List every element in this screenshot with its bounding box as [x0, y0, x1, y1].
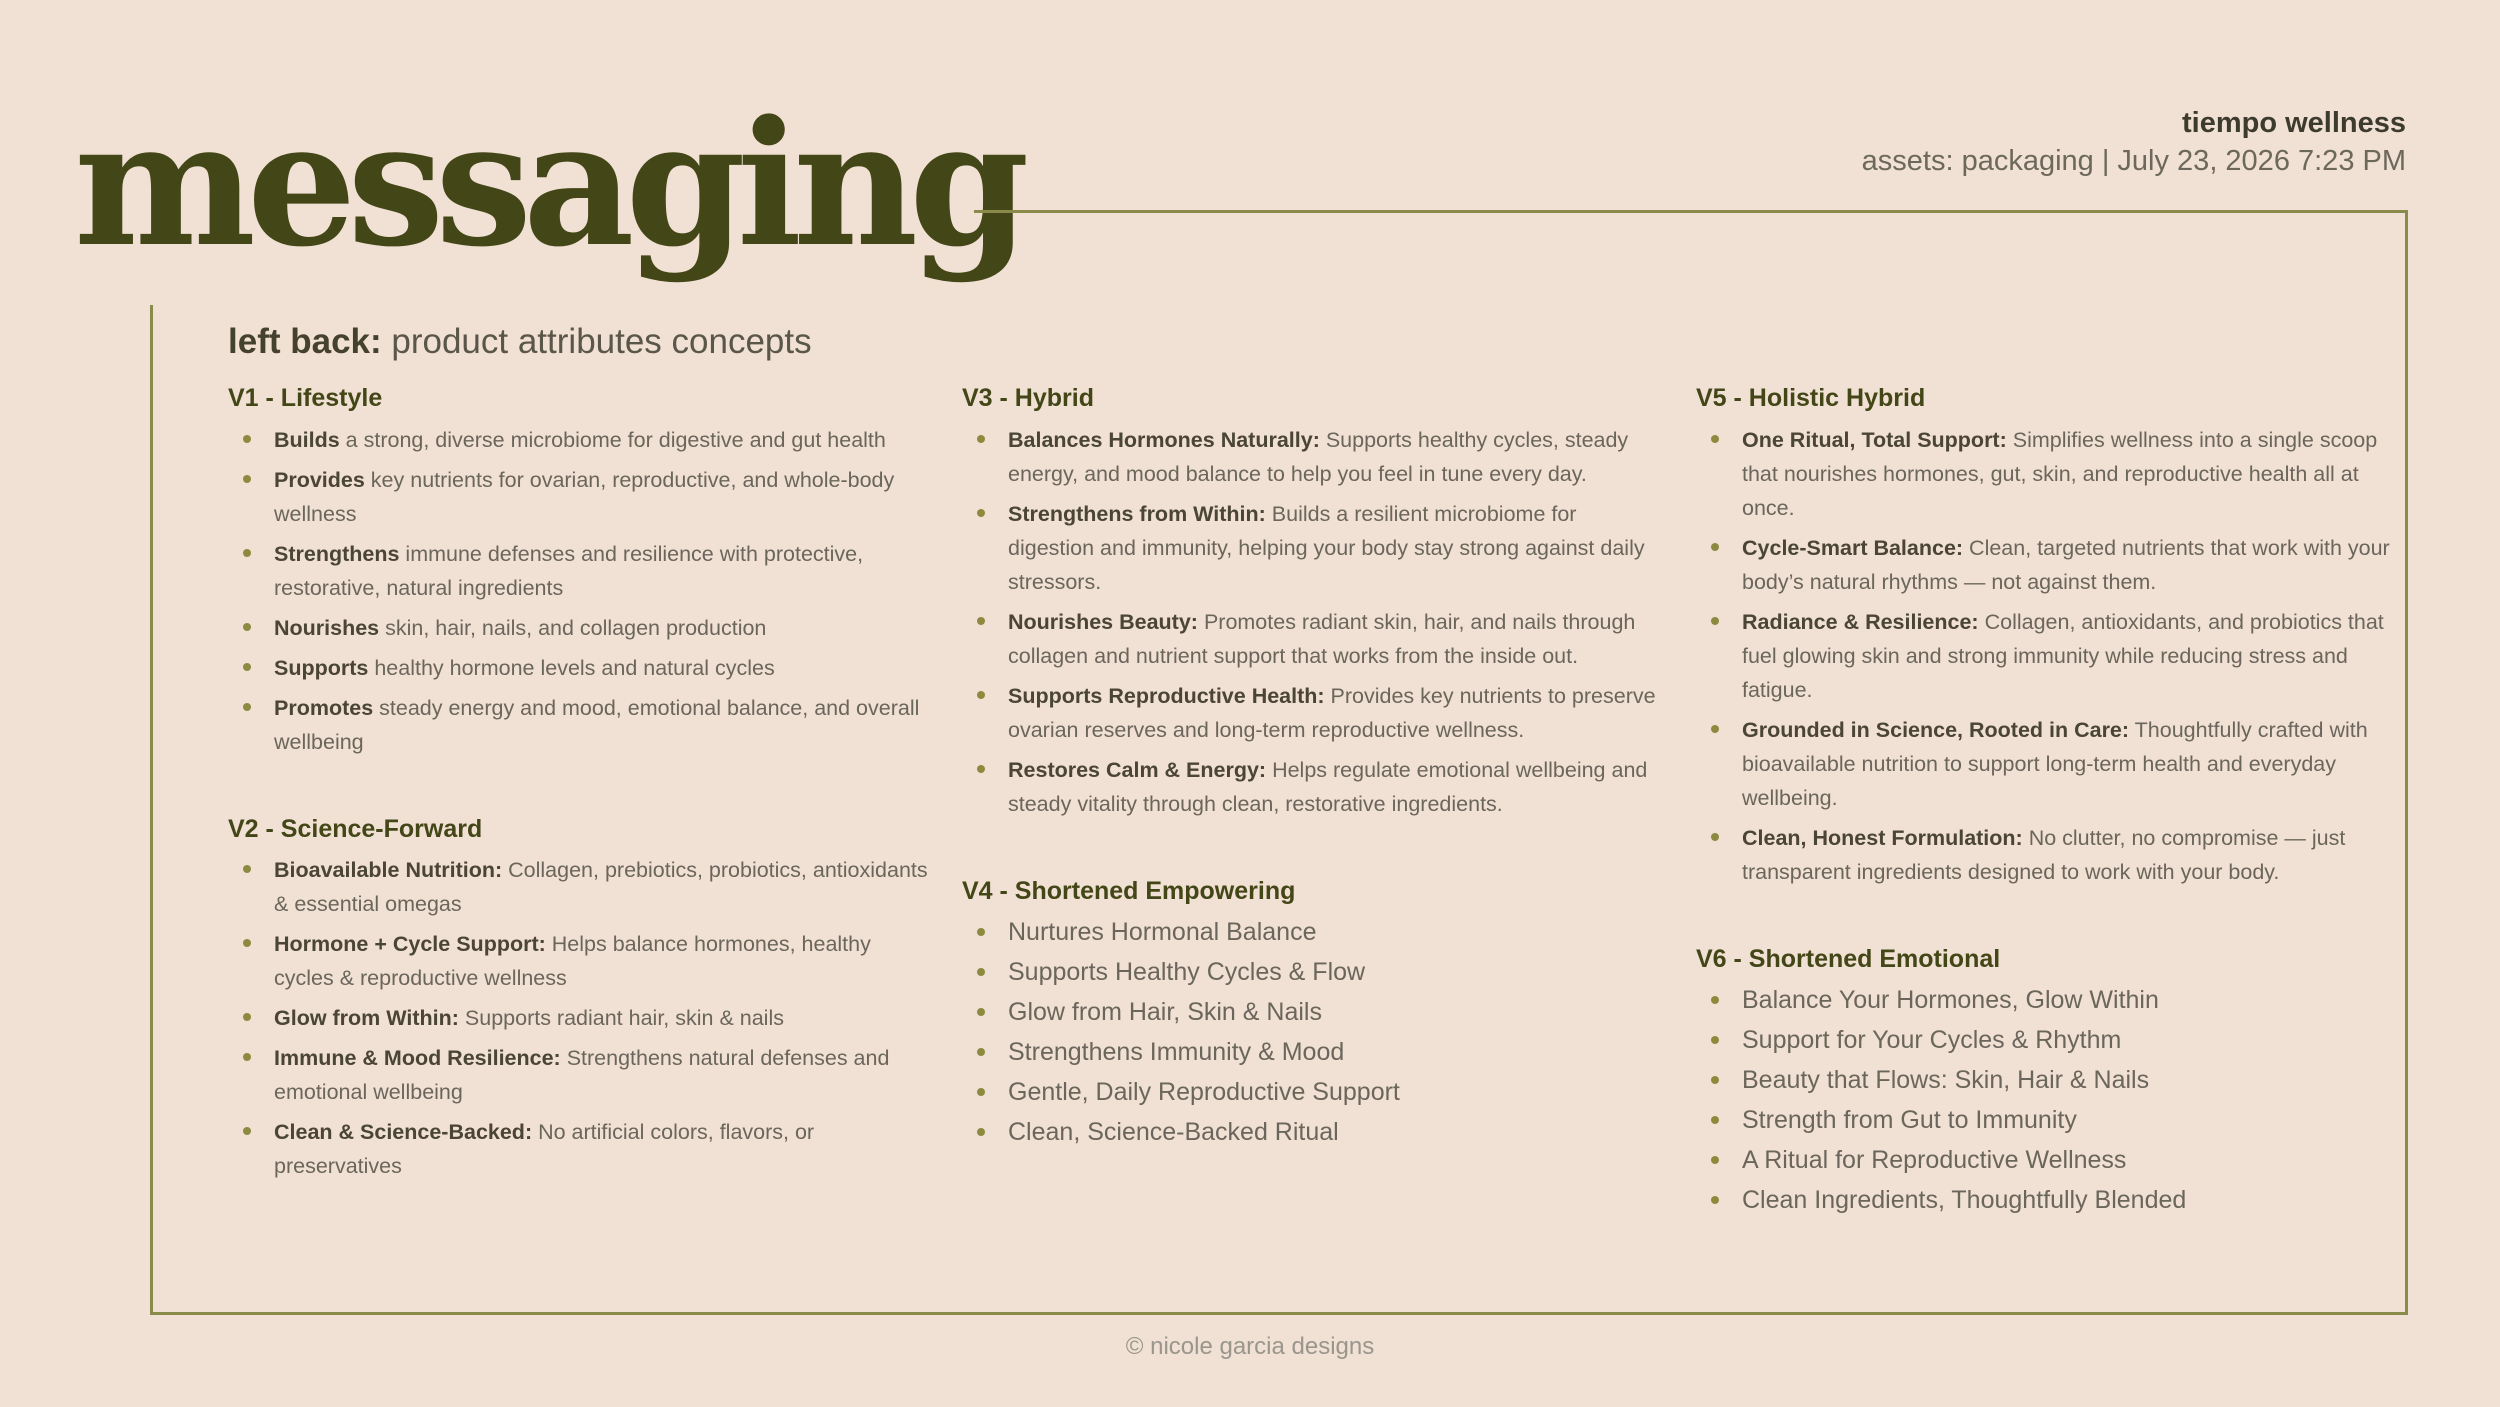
column-2 [962, 382, 1662, 1203]
list-item: Strength from Gut to Immunity [1696, 1103, 2396, 1137]
frame-top-line [974, 210, 2408, 213]
list-item [1696, 531, 2396, 599]
brand-meta: assets: packaging | July 23, 2026 7:23 PM [1861, 144, 2406, 177]
list-item: Glow from Hair, Skin & Nails [962, 995, 1662, 1029]
section-heading-rest: product attributes concepts [381, 322, 812, 361]
item-text: Helps balance hormones, healthy cycles & reproductive wellness [274, 932, 871, 990]
list-item: Support for Your Cycles & Rhythm [1696, 1023, 2396, 1057]
item-lead: Provides [274, 467, 365, 492]
brand-block [1862, 106, 2406, 179]
list-item [962, 497, 1662, 599]
frame-left-line [150, 305, 153, 1315]
list-item [228, 1115, 928, 1183]
item-lead: Nourishes [274, 615, 380, 640]
list-item [1696, 821, 2396, 889]
list-v6 [1696, 983, 2396, 1217]
list-item: Clean, Science-Backed Ritual [962, 1115, 1662, 1149]
item-lead: Clean, Honest Formulation: [1742, 825, 2023, 850]
list-item [962, 679, 1662, 747]
group-title-v6: V6 - Shortened Emotional [1696, 944, 2001, 973]
item-text: Builds a resilient microbiome for digestion and immunity, helping your body stay strong against daily stressors. [1008, 501, 1645, 594]
item-lead: Bioavailable Nutrition: [274, 858, 503, 882]
list-item: Gentle, Daily Reproductive Support [962, 1075, 1662, 1109]
list-item [962, 753, 1662, 821]
item-text: No clutter, no compromise — just transparent ingredients designed to work with your body. [1742, 825, 2346, 884]
list-item [228, 853, 928, 921]
group-v5 [1696, 382, 2396, 889]
column-3 [1696, 382, 2396, 1271]
item-text: Collagen, antioxidants, and probiotics that fuel glowing skin and strong immunity while reducing stress and fatigue. [1742, 609, 2384, 702]
item-text: Thoughtfully crafted with bioavailable nutrition to support long-term health and everyday wellbeing. [1742, 717, 2368, 810]
item-lead: Glow from Within: [274, 1006, 459, 1030]
list-item: Balance Your Hormones, Glow Within [1696, 983, 2396, 1017]
list-item: Supports Healthy Cycles & Flow [962, 955, 1662, 989]
brand-name: tiempo wellness [2181, 107, 2406, 139]
item-text: Strengthens natural defenses and emotional wellbeing [274, 1046, 890, 1104]
group-v2 [228, 813, 928, 1184]
list-item [228, 691, 928, 759]
item-lead: One Ritual, Total Support: [1742, 427, 2007, 452]
group-v4 [962, 875, 1662, 1150]
list-item [228, 1041, 928, 1109]
list-v3 [962, 423, 1662, 821]
list-item [1696, 713, 2396, 815]
item-lead: Promotes [274, 695, 374, 720]
item-text: Helps regulate emotional wellbeing and steady vitality through clean, restorative ingredients. [1008, 757, 1648, 816]
section-heading [228, 322, 812, 362]
item-lead: Builds [274, 427, 340, 452]
item-lead: Radiance & Resilience: [1742, 609, 1979, 634]
group-title-v5: V5 - Holistic Hybrid [1696, 384, 1926, 412]
list-item [228, 423, 928, 457]
frame-bottom-line [150, 1312, 2408, 1315]
item-text: healthy hormone levels and natural cycles [368, 655, 775, 680]
item-text: Supports radiant hair, skin & nails [458, 1006, 784, 1030]
section-heading-strong: left back: [228, 322, 382, 361]
item-text: immune defenses and resilience with protective, restorative, natural ingredients [274, 541, 864, 600]
item-lead: Cycle-Smart Balance: [1742, 535, 1964, 560]
list-item [228, 1001, 928, 1035]
item-lead: Clean & Science-Backed: [274, 1120, 533, 1144]
list-item [228, 537, 928, 605]
list-item [228, 611, 928, 645]
list-item [228, 927, 928, 995]
group-v1 [228, 382, 928, 759]
item-text: No artificial colors, flavors, or preservatives [274, 1120, 815, 1178]
group-title-v1: V1 - Lifestyle [228, 384, 383, 412]
list-item [228, 463, 928, 531]
group-title-v4: V4 - Shortened Empowering [962, 876, 1296, 905]
list-item: A Ritual for Reproductive Wellness [1696, 1143, 2396, 1177]
list-item [962, 605, 1662, 673]
list-v2 [228, 853, 928, 1183]
item-lead: Restores Calm & Energy: [1008, 757, 1267, 782]
item-text: Simplifies wellness into a single scoop that nourishes hormones, gut, skin, and reproductive health all at once. [1742, 427, 2378, 520]
group-title-v2: V2 - Science-Forward [228, 814, 483, 843]
list-item [228, 651, 928, 685]
group-v3 [962, 382, 1662, 821]
list-item: Nurtures Hormonal Balance [962, 915, 1662, 949]
list-v5 [1696, 423, 2396, 889]
item-text: skin, hair, nails, and collagen production [379, 615, 767, 640]
page-title: messaging [74, 82, 1021, 285]
list-item [962, 423, 1662, 491]
item-lead: Hormone + Cycle Support: [274, 932, 546, 956]
item-lead: Supports Reproductive Health: [1008, 683, 1325, 708]
item-text: Clean, targeted nutrients that work with your body’s natural rhythms — not against them. [1742, 535, 2390, 594]
item-text: Supports healthy cycles, steady energy, and mood balance to help you feel in tune every day. [1008, 427, 1629, 486]
item-lead: Immune & Mood Resilience: [274, 1046, 561, 1070]
item-text: Promotes radiant skin, hair, and nails through collagen and nutrient support that works from the inside out. [1008, 609, 1636, 668]
list-item [1696, 605, 2396, 707]
list-v4 [962, 915, 1662, 1149]
item-lead: Grounded in Science, Rooted in Care: [1742, 717, 2130, 742]
column-1 [228, 382, 928, 1237]
item-text: Provides key nutrients to preserve ovarian reserves and long-term reproductive wellness. [1008, 683, 1656, 742]
group-title-v3: V3 - Hybrid [962, 384, 1094, 412]
item-text: key nutrients for ovarian, reproductive, and whole-body wellness [274, 467, 895, 526]
item-lead: Strengthens from Within: [1008, 501, 1266, 526]
item-text: a strong, diverse microbiome for digestive and gut health [339, 427, 886, 452]
list-item: Beauty that Flows: Skin, Hair & Nails [1696, 1063, 2396, 1097]
footer-credit: © nicole garcia designs [1125, 1333, 1375, 1360]
frame-right-line [2405, 210, 2408, 1315]
item-lead: Nourishes Beauty: [1008, 609, 1198, 634]
list-item [1696, 423, 2396, 525]
item-text: steady energy and mood, emotional balance, and overall wellbeing [274, 695, 920, 754]
list-item: Strengthens Immunity & Mood [962, 1035, 1662, 1069]
item-lead: Balances Hormones Naturally: [1008, 427, 1320, 452]
item-lead: Strengthens [274, 541, 400, 566]
list-v1 [228, 423, 928, 759]
item-text: Collagen, prebiotics, probiotics, antioxidants & essential omegas [274, 858, 928, 916]
group-v6 [1696, 943, 2396, 1218]
item-lead: Supports [274, 655, 369, 680]
list-item: Clean Ingredients, Thoughtfully Blended [1696, 1183, 2396, 1217]
